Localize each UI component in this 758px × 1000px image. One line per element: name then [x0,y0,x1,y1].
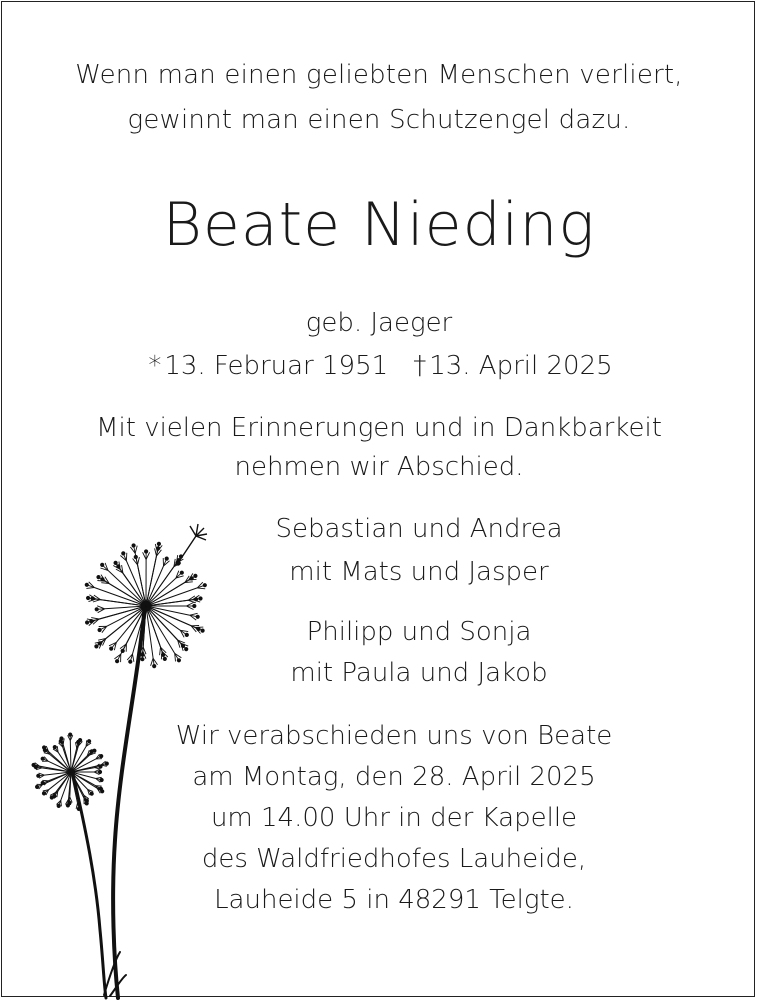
family-2-line-1: Philipp und Sonja [306,617,532,647]
death-symbol: † [413,351,427,381]
quote-line-2: gewinnt man einen Schutzengel dazu. [127,105,631,135]
family-2-line-2: mit Paula und Jakob [290,658,548,688]
family-1-line-2: mit Mats und Jasper [289,557,549,587]
farewell-line-1: Mit vielen Erinnerungen und in Dankbarkeit [96,413,662,443]
family-1-line-1: Sebastian und Andrea [275,514,563,544]
birth-name: geb. Jaeger [305,308,453,338]
birth-date: 13. Februar 1951 [164,351,389,381]
deceased-name: Beate Nieding [162,190,596,260]
service-line-1: Wir verabschieden uns von Beate [175,721,613,751]
birth-symbol: * [148,351,162,381]
service-line-5: Lauheide 5 in 48291 Telgte. [214,885,574,915]
service-line-2: am Montag, den 28. April 2025 [192,762,596,792]
death-date: 13. April 2025 [429,351,613,381]
farewell-line-2: nehmen wir Abschied. [234,452,524,482]
service-line-4: des Waldfriedhofes Lauheide, [201,844,587,874]
quote-line-1: Wenn man einen geliebten Menschen verliert, [75,60,683,90]
service-line-3: um 14.00 Uhr in der Kapelle [210,803,578,833]
life-dates [0,351,758,381]
